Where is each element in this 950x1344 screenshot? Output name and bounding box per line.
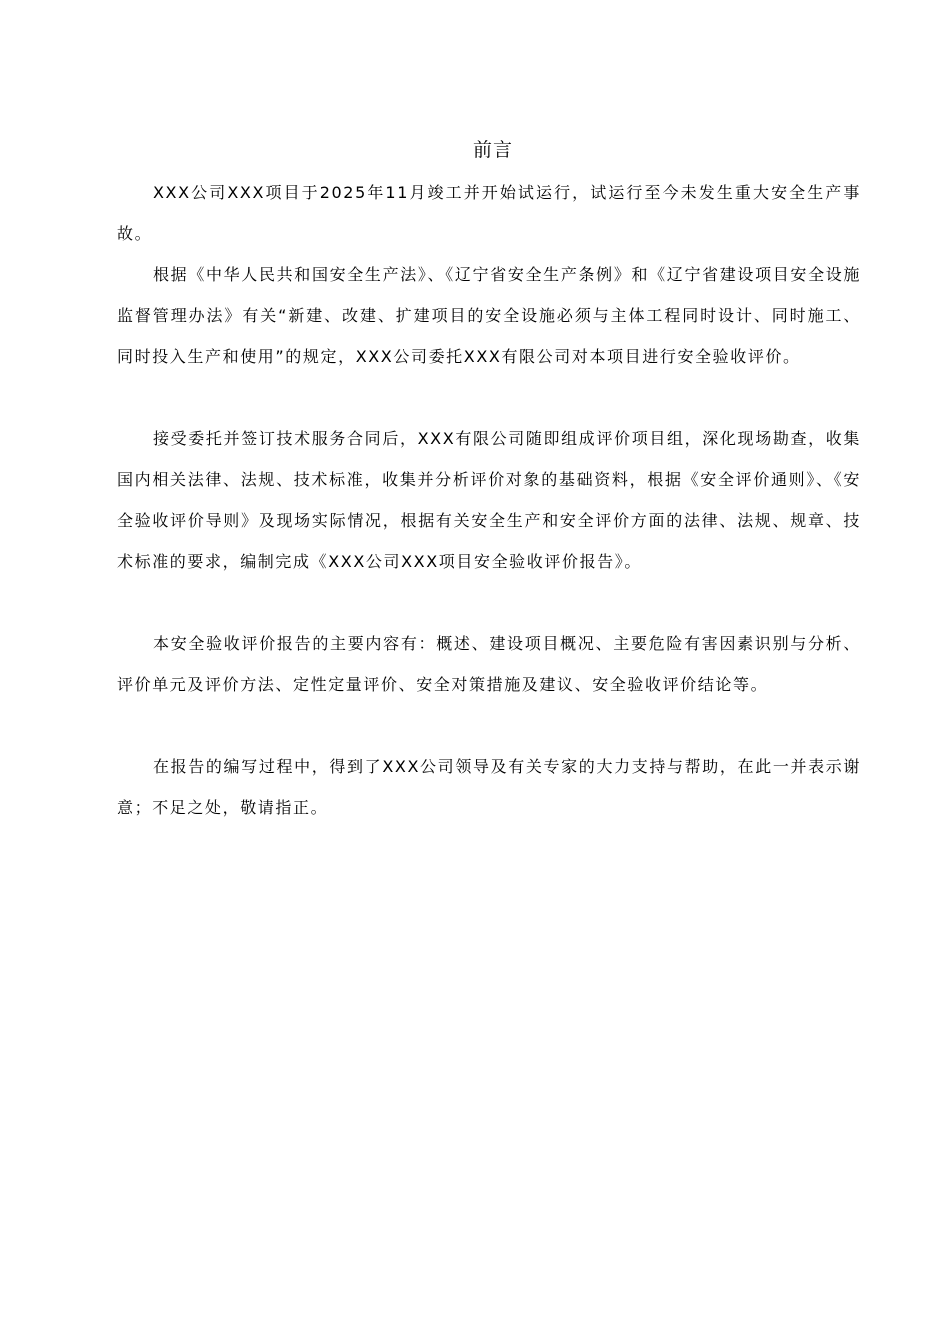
paragraph-3: 接受委托并签订技术服务合同后，XXX有限公司随即组成评价项目组，深化现场勘查，收集国内相关法律、法规、技术标准，收集并分析评价对象的基础资料，根据《安全评价通则》、《安全验收评价导则》及现场实际情况，根据有关安全生产和安全评价方面的法律、法规、规章、技术标准的要求，编制完成《XXX公司XXX项目安全验收评价报告》。 <box>117 429 861 571</box>
paragraph-5: 在报告的编写过程中，得到了XXX公司领导及有关专家的大力支持与帮助，在此一并表示谢意；不足之处，敬请指正。 <box>117 757 861 817</box>
paragraph-2: 根据《中华人民共和国安全生产法》、《辽宁省安全生产条例》和《辽宁省建设项目安全设施监督管理办法》有关“新建、改建、扩建项目的安全设施必须与主体工程同时设计、同时施工、同时投入生产和使用”的规定，XXX公司委托XXX有限公司对本项目进行安全验收评价。 <box>117 265 861 366</box>
paragraph-1: XXX公司XXX项目于2025年11月竣工并开始试运行，试运行至今未发生重大安全生产事故。 <box>117 183 861 243</box>
page-title: 前言 <box>472 139 513 161</box>
paragraph-4: 本安全验收评价报告的主要内容有：概述、建设项目概况、主要危险有害因素识别与分析、评价单元及评价方法、定性定量评价、安全对策措施及建议、安全验收评价结论等。 <box>117 634 861 694</box>
